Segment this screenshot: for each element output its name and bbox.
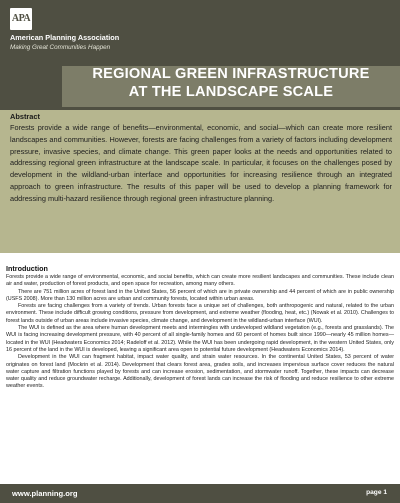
organization-tagline: Making Great Communities Happen	[10, 44, 111, 51]
apa-logo	[10, 8, 32, 30]
intro-paragraph: Forests are facing challenges from a variety of trends. Urban forests face a unique set of challenges, both anthropogenic and natural, related to the urban environment. These include difficult growing conditions, pressure from development, and extreme weather (flooding, heat, etc.) (Nowak et al. 2010). Challenges to forest lands outside of urban areas include invasive species, climate change, and development in the wildland-urban interface (WUI).	[6, 303, 394, 324]
organization-name: American Planning Association	[10, 33, 120, 42]
abstract-heading: Abstract	[10, 112, 40, 121]
intro-paragraph: The WUI is defined as the area where human development meets and intermingles with undeveloped wildland vegetation (e.g., forests and grasslands). The WUI is facing increasing development pressure, with 40 percent of all single-family homes and 60 percent of homes built since 1990—nearly 45 million homes—located in the WUI (Headwaters Economics 2014; Radeloff et al. 2012). While the WUI has been undergoing rapid development, in the western United States, only 16 percent of the land in the WUI is developed, leaving a significant area open to potential future development (Headwaters Economics 2014).	[6, 325, 394, 353]
introduction-body	[6, 274, 394, 391]
footer-website-link[interactable]: www.planning.org	[12, 489, 78, 498]
page-number: page 1	[366, 489, 387, 496]
intro-paragraph: There are 751 million acres of forest land in the United States, 56 percent of which are in private ownership and 44 percent of which are in public ownership (USFS 2008). More than 130 million acres are urban and community forests, located within urban areas.	[6, 288, 394, 302]
intro-paragraph: Forests provide a wide range of environmental, economic, and social benefits, which can create more resilient landscapes and communities. These include clean air and water, production of forest products, and open space for recreation, among many others.	[6, 274, 394, 288]
document-title-line-1: REGIONAL GREEN INFRASTRUCTURE	[92, 66, 370, 82]
document-title-line-2: AT THE LANDSCAPE SCALE	[128, 84, 334, 100]
abstract-body: Forests provide a wide range of benefits—environmental, economic, and social—which can create more resilient landscapes and communities. However, forests are facing challenges from a variety of factors including development pressure, invasive species, and climate change. This green paper looks at the needs and opportunities related to addressing regional green infrastructure at the landscape scale. In particular, it focuses on the challenges posed by development in the wildland-urban interface and opportunities for increasing resilience through an integrated approach to green infrastructure. The results of this paper will be used to develop a planning framework for addressing multi-hazard resilience through regional green infrastructure planning.	[10, 123, 392, 203]
introduction-heading: Introduction	[6, 264, 48, 273]
intro-paragraph: Development in the WUI can fragment habitat, impact water quality, and strain water resources. In the continental United States, 53 percent of water originates on forest land (Mockrin et al. 2014). Development that clears forest area, grades soils, and increases impervious surface cover reduces the natural water capture and filtration functions played by forests and can increase erosion, sedimentation, and stormwater runoff. Together, these impacts can decrease water quality and reduce groundwater recharge. Additionally, development of forest lands can increase the risk of flooding and reduce resilience to other extreme weather events.	[6, 354, 394, 390]
apa-logo-text: APA	[11, 13, 31, 24]
